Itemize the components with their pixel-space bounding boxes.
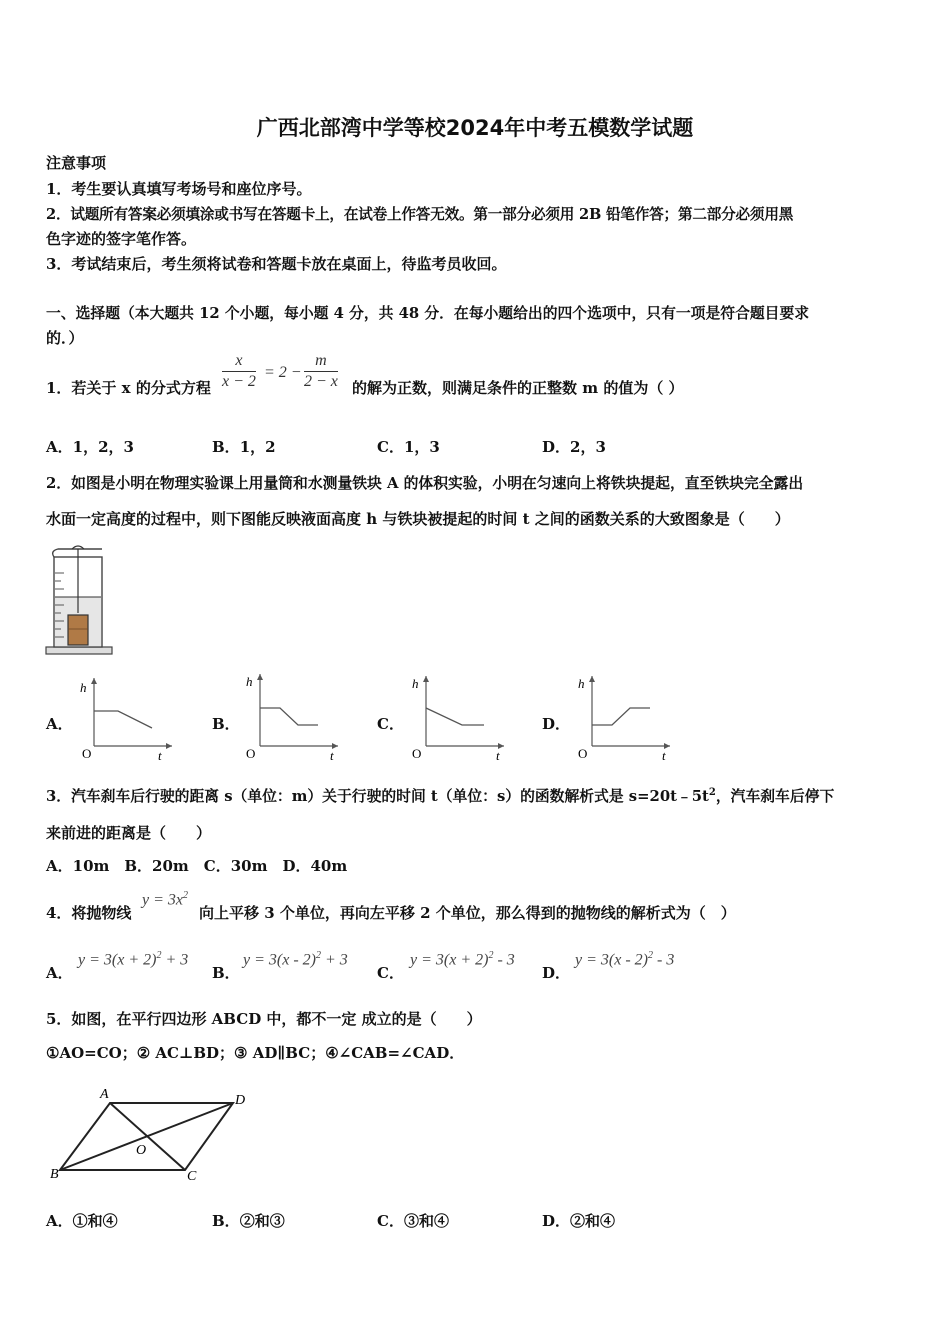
notice-item-1: 1．考生要认真填写考场号和座位序号。 [46,180,312,198]
vertex-label-d: D [235,1093,246,1108]
notice-heading: 注意事项 [46,154,107,172]
y-axis-arrow [257,674,263,680]
q5-option-b [212,1210,285,1231]
q5-option-b-label: B． [212,1212,240,1230]
y-axis-arrow [423,676,429,682]
q4-option-a-sup: 2 [156,950,162,961]
measuring-cylinder-figure [44,545,116,657]
y-axis-label: h [578,676,585,691]
q4-option-b-equation [243,950,348,969]
q5-line1: 5．如图，在平行四边形 ABCD 中，都不一定 成立的是（ ） [46,1010,482,1028]
q5-option-c [377,1210,449,1231]
x-axis-label: t [662,748,666,763]
q5-option-a-text: ①和④ [72,1212,118,1230]
q4-option-a-label: A． [46,964,73,982]
origin-label: O [412,746,422,761]
q4-suffix: 向上平移 3 个单位，再向左平移 2 个单位，那么得到的抛物线的解析式为（ ） [199,904,736,922]
q5-option-b-text: ②和③ [239,1212,285,1230]
q4-option-b-sup: 2 [315,950,321,961]
q4-option-d-sup: 2 [647,950,653,961]
q1-option-c-label: C． [377,438,404,456]
q2-graph-a [72,672,177,764]
q4-option-c-sup: 2 [488,950,494,961]
q2-option-b-label: B． [212,715,240,733]
q4-option-c-eq: y = 3(x + 2) [410,951,489,969]
section-heading-line1: 一、选择题（本大题共 12 个小题，每小题 4 分，共 48 分．在每小题给出的四个选项中，只有一项是符合题目要求 [46,305,810,322]
y-axis-arrow [589,676,595,682]
y-axis-label: h [80,680,87,695]
q2-graph-b [238,668,343,764]
origin-label: O [82,746,92,761]
q4-option-c-label: C． [377,964,404,982]
notice-item-2-line1: 2．试题所有答案必须填涂或书写在答题卡上，在试卷上作答无效。第一部分必须用 2B 铅笔作答；第二部分必须用黑 [46,206,794,223]
q2-graph-d [570,670,675,764]
y-axis-arrow [91,678,97,684]
notice-item-2-line2: 色字迹的签字笔作答。 [46,230,197,248]
notice-item-3: 3．考试结束后，考生须将试卷和答题卡放在桌面上，待监考员收回。 [46,255,507,273]
x-axis-label: t [158,748,162,763]
q1-option-a-text: 1，2，3 [72,438,134,456]
q4-base-sup: 2 [183,890,188,901]
center-label-o: O [136,1143,147,1158]
q5-option-d [542,1210,615,1231]
q2-option-a-label: A． [46,715,73,733]
q1-frac-right-numerator: m [304,352,338,372]
q1-option-d-label: D． [542,438,571,456]
q4-option-a-eq: y = 3(x + 2) [78,951,157,969]
q1-fraction-left [222,352,256,391]
q3-line1-main: 3．汽车刹车后行驶的距离 s（单位：m）关于行驶的时间 t（单位：s）的函数解析式是 s=20t﹣5t [46,788,709,805]
q4-option-c-tail: - 3 [493,951,515,969]
q1-prefix: 1．若关于 x 的分式方程 [46,379,211,397]
origin-label: O [578,746,588,761]
x-axis-label: t [496,748,500,763]
q3-line1-superscript: 2 [708,787,716,799]
q4-option-a-equation [78,950,188,969]
q4-option-d-equation [575,950,674,969]
q1-option-a-label: A． [46,438,73,456]
q4-option-d-label: D． [542,964,571,982]
q5-option-c-text: ③和④ [403,1212,449,1230]
q1-frac-left-numerator: x [222,352,256,372]
q4-prefix: 4．将抛物线 [46,904,132,922]
q5-option-d-label: D． [542,1212,571,1230]
q1-option-d [542,436,606,457]
q1-option-d-text: 2，3 [570,438,606,456]
q1-option-b-label: B． [212,438,240,456]
q2-graph-c [404,670,509,764]
q5-option-a [46,1210,118,1231]
y-axis-label: h [246,674,253,689]
vertex-label-a: A [100,1087,109,1102]
x-axis-label: t [330,748,334,763]
q1-fraction-right [304,352,338,391]
q4-option-d-tail: - 3 [652,951,675,969]
vertex-label-b: B [50,1167,59,1182]
q1-frac-right-denominator: 2 − x [304,373,338,390]
graph-line [94,711,152,728]
q1-option-b-text: 1，2 [239,438,276,456]
q1-option-b [212,436,276,457]
q4-option-d-eq: y = 3(x - 2) [575,951,648,969]
q5-line2: ①AO=CO；② AC⊥BD；③ AD∥BC；④∠CAB=∠CAD． [46,1044,465,1062]
q5-option-d-text: ②和④ [570,1212,616,1230]
vertex-label-c: C [187,1169,197,1184]
q4-option-b-tail: + 3 [320,951,348,969]
q2-line2: 水面一定高度的过程中，则下图能反映液面高度 h 与铁块被提起的时间 t 之间的函数关系的大致图象是（ ） [46,510,790,528]
q4-option-b-label: B． [212,964,240,982]
q4-option-a-tail: + 3 [161,951,189,969]
q2-option-c-label: C． [377,715,404,733]
q1-frac-left-denominator: x − 2 [222,373,256,390]
origin-label: O [246,746,256,761]
parallelogram-figure [46,1082,258,1186]
page-title: 广西北部湾中学等校2024年中考五模数学试题 [256,116,694,140]
q1-equation-middle: = 2 − [264,364,302,381]
q5-option-c-label: C． [377,1212,404,1230]
q1-option-c [377,436,440,457]
graph-line [260,708,318,725]
q1-option-c-text: 1，3 [403,438,440,456]
q3-options: A．10m B．20m C．30m D．40m [46,857,348,875]
section-heading-line2: 的．） [46,329,84,347]
q2-option-d-label: D． [542,715,571,733]
q4-option-b-eq: y = 3(x - 2) [243,951,316,969]
q3-line1-end: ，汽车刹车后停下 [715,788,835,805]
q2-line1: 2．如图是小明在物理实验课上用量筒和水测量铁块 A 的体积实验，小明在匀速向上将铁块提起，直至铁块完全露出 [46,475,804,492]
q4-base-equation [142,890,188,909]
q1-option-a [46,436,134,457]
q1-suffix: 的解为正数，则满足条件的正整数 m 的值为（ ） [352,379,684,397]
graph-line [592,708,650,725]
y-axis-label: h [412,676,419,691]
x-axis-arrow [166,743,172,749]
q4-base-eq: y = 3x [142,891,183,909]
graph-line [426,708,484,725]
q5-option-a-label: A． [46,1212,73,1230]
q3-line2: 来前进的距离是（ ） [46,824,212,842]
q3-line1 [46,785,834,806]
q4-option-c-equation [410,950,515,969]
